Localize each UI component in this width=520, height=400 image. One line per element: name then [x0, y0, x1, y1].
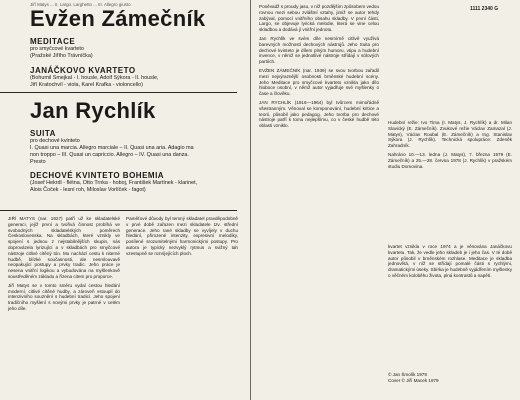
- composer2-work1-scoring: pro dechové kvinteto: [30, 138, 80, 144]
- article-col3: [388, 244, 512, 279]
- composer1-work2-line2: Jiří Kratochvíl - viola, Karel Krafka - violoncello): [30, 81, 143, 88]
- composer2-work1-movements3: Presto: [30, 159, 46, 165]
- composer2-work2-title: DECHOVÉ KVINTETO BOHEMIA: [30, 171, 165, 180]
- composer1-work1-title: MEDITACE: [30, 36, 76, 46]
- credits-paragraph: Nahráno 10.—13. ledna (J. Matys), 7. března 1979 (E. Zámečník) a 25.—28. června 1978 (J. Rychlík) v pražském studiu Domovina.: [388, 151, 512, 169]
- composer1-work2-line1: (Bohumil Smejkal - I. housle, Adolf Sýkora - II. housle,: [30, 74, 159, 81]
- article-col1a: [8, 216, 120, 312]
- article-paragraph: JIŘÍ MATYS (nar. 1927) patří už ke skladatelské generaci, jejíž první a tvořivá činnost probíhá ve svobodných skladatelských poměrech Československa. Na skladbách, které vznikly ve spojení s jednou z nejstabilnějších skupin, nás doprovázela lyrizující a v skladbách pro smyčcové nástroje citlivé cítěný tón. Mu nachází cestu k niterné hudbě, blízké současnosti, ale nesmlouvavě neopakující postupy a prvky tradic. Jeho práce je nesena vnitřní logikou a vybudována na myšlenkově soustředěném základu a řízena citem pro proporce.: [8, 216, 120, 279]
- catalog-number: 1111 2340 G: [470, 6, 499, 12]
- composer1-block: [30, 2, 235, 89]
- composer1-work2-title: JANÁČKOVO KVARTETO: [30, 65, 136, 75]
- article-col1b: [126, 216, 238, 257]
- composer2-work1-movements1: I. Quasi una marcia. Allegro marciale – II. Quasi una aria. Adagio ma: [30, 145, 194, 151]
- column-divider: [250, 0, 251, 400]
- article-paragraph: JAN RYCHLÍK (1916—1964) byl tvůrcem mimořádně všestranným. Věnoval se komponování, hudební kritice a teorii, působil jako pedagog. Jeho tvorba pro dechové nástroje patří k tomu nejlepšímu, co v české hudbě této oblasti vzniklo.: [259, 99, 379, 129]
- composer2-work2-line2: Alois Čoček - lesní roh, Miloslav Vorlíček - fagot): [30, 187, 146, 193]
- article-paragraph: EVŽEN ZÁMEČNÍK (nar. 1939) se svou tvorbou zařadil mezi nejvýraznější osobnosti brněnské hudební scény. Jeho Meditace pro smyčcové kvarteto vznikla jako dílo hluboce osobní, v němž autor vyjadřuje své myšlenky o čase a člověku.: [259, 67, 379, 97]
- composer2-work1-title: SUITA: [30, 129, 56, 138]
- article-col2: [259, 4, 379, 129]
- article-paragraph: Jiří Matys se v tomto směru vydal cestou hledání moderní, citlivé cítěné hudby, a zároveň vstoupil do intenzivního souznění s hudební tradicí. Jeho spojení tradičního myšlení s novými prvky je patrné v celém jeho díle.: [8, 282, 120, 311]
- article-paragraph: kvartet vznikla v roce 1974 a je věnována Janáčkovu kvartetu. Tak, že vedle jeho skladeb je i jeho čas. V té době autor působil v brněnském rozhlase. Meditace je skladba jednovětá, v níž se střídají pomalé části s rychlými, dramatickými úseky. Sbírka je hudebně vyjádřením myšlenky o věčném koloběhu života, plná kontrastů a napětí.: [388, 244, 512, 278]
- copyright-block: [388, 372, 512, 384]
- composer1-work1-scoring: pro smyčcové kvarteto: [30, 45, 84, 52]
- article-paragraph: Jan Rychlík ve svém díle nesmírně citlivě využívá barevných možností dechových nástrojů. Jeho Suita pro dechové kvinteto je dílem plným humoru, vtipu a hudební invence, v němž se jednotlivé nástroje střídají v sólových partiích.: [259, 35, 379, 65]
- copyright-text: © Jan Šmolík 1979: [388, 372, 427, 377]
- article-paragraph: Paměťové důvody byl temný skladatel pravděpodobně v prvé době zařazen mezi skladatele tzv. střední generace. Jeho rané skladby se vyvíjely v duchu hledání, přirozené intenzity, expresivní melodiky, posílené srozumitelnými harmonickými postupy. Pro autora je typický nezvyklý rytmus a svižný tah vzestupně se rozvíjejících ploch.: [126, 216, 238, 256]
- divider-rule: [0, 92, 237, 93]
- composer2-name: Jan Rychlík: [30, 98, 156, 123]
- credits-paragraph: Hudební režie: Ivo Tima (I. Matys, J. Rychlík) a dr. Milan Slavický (E. Zámečník). Zvukové režie Václav Zamazal (J. Matys), Václav Roubal (E. Zámečník) a Ing. Stanislav Sýkora (J. Rychlík). Technická spolupráce: Zdeněk Zahradník.: [388, 120, 512, 149]
- divider-rule-2: [0, 210, 237, 211]
- credits-block: [388, 120, 512, 169]
- composer2-block: [30, 100, 235, 194]
- composer2-work1-movements2: non troppo – III. Quasi un capriccio. Allegro – IV. Quasi una danza.: [30, 152, 189, 158]
- composer1-name: Evžen Zámečník: [30, 5, 206, 31]
- top-line: Jiří Matys ... II. Largo. Larghetto ... III. Allegro giusto: [30, 2, 131, 7]
- article-paragraph: Poněvadž s proudy jasu, v níž pozdějším způsobem vedou rovnou mezi sebou zvláštní vztahy, jimiž se autor tehdy zabýval, pomocí vnitřního obsahu skladby. V první části, Largo, se objevuje lyrická melodie, která se vine celou skladbou a dodává jí vnitřní jednotu.: [259, 4, 379, 33]
- composer1-work1-performers: (Pražské Jiřího Trávníčka): [30, 52, 93, 59]
- cover-credit: Cover © Jiří Macek 1979: [388, 378, 439, 383]
- composer2-work2-line1: (Josef Hekrdl - flétna, Otto Trnka - hoboj, František Martínek - klarinet,: [30, 180, 198, 186]
